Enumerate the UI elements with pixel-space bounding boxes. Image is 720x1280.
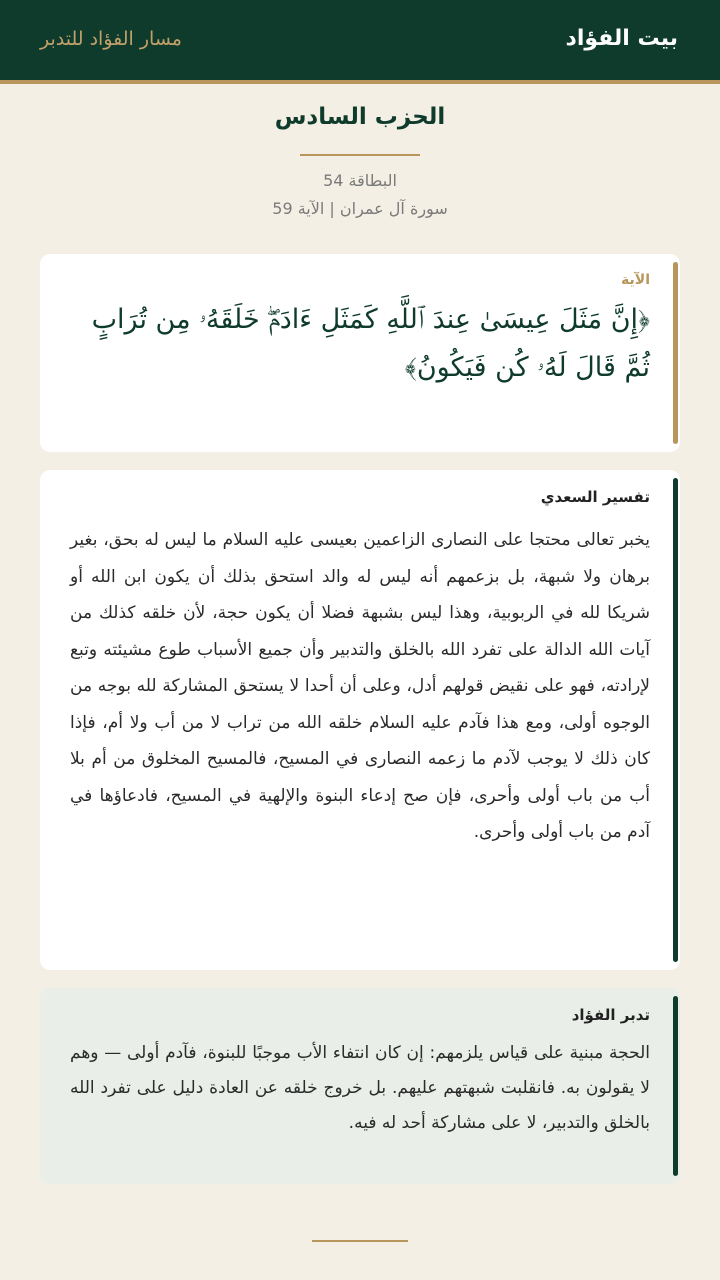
page-title: الحزب السادس xyxy=(274,104,446,130)
brand-title[interactable]: بيت الفؤاد xyxy=(565,26,678,51)
app-header xyxy=(0,0,720,84)
footer-divider xyxy=(312,1240,408,1242)
tafsir-card xyxy=(40,470,680,970)
surah-reference: سورة آل عمران | الآية 59 xyxy=(272,199,448,218)
ayah-label: الآية xyxy=(621,272,650,288)
tadabbur-title: تدبر الفؤاد xyxy=(571,1006,650,1024)
ayah-card-accent-bar xyxy=(673,262,678,444)
nav-link-tadabbur-path[interactable]: مسار الفؤاد للتدبر xyxy=(40,28,182,50)
ayah-card xyxy=(40,254,680,452)
card-number: البطاقة 54 xyxy=(323,171,397,190)
tafsir-title: تفسير السعدي xyxy=(540,488,650,506)
tadabbur-card-accent-bar xyxy=(673,996,678,1176)
tafsir-card-accent-bar xyxy=(673,478,678,962)
title-divider xyxy=(300,154,420,156)
tadabbur-text: الحجة مبنية على قياس يلزمهم: إن كان انتفاء الأب موجبًا للبنوة، فآدم أولى — وهم لا يقولون به. فانقلبت شبهتهم عليهم. بل خروج خلقه عن العادة دليل على تفرد الله بالخلق والتدبير، لا على مشاركة أحد له فيه. xyxy=(70,1043,650,1133)
ayah-text: ﴿إِنَّ مَثَلَ عِيسَىٰ عِندَ ٱللَّهِ كَمَثَلِ ءَادَمَۖ خَلَقَهُۥ مِن تُرَابٍ ثُمَّ قَالَ لَهُۥ كُن فَيَكُونُ﴾ xyxy=(91,304,650,383)
tafsir-text: يخبر تعالى محتجا على النصارى الزاعمين بعيسى عليه السلام ما ليس له بحق، بغير برهان ولا شبهة، بل بزعمهم أنه ليس له والد استحق بذلك أن يكون ابن الله أو شريكا لله في الربوبية، وهذا ليس بشبهة فضلا أن يكون حجة، لأن خلقه كذلك من آيات الله الدالة على تفرد الله بالخلق والتدبير وأن جميع الأسباب طوع مشيئته وتبع لإرادته، فهو على نقيض قولهم أدل، وعلى أن أحدا لا يستحق المشاركة لله بوجه من الوجوه أولى، ومع هذا فآدم عليه السلام خلقه الله من تراب لا من أب ولا أم، فإذا كان ذلك لا يوجب لآدم ما زعمه النصارى في المسيح، فالمسيح المخلوق من أم بلا أب من باب أولى وأحرى، فإن صح إدعاء البنوة والإلهية في المسيح، فادعاؤها في آدم من باب أولى وأحرى. xyxy=(70,530,650,842)
tadabbur-card xyxy=(40,988,680,1184)
